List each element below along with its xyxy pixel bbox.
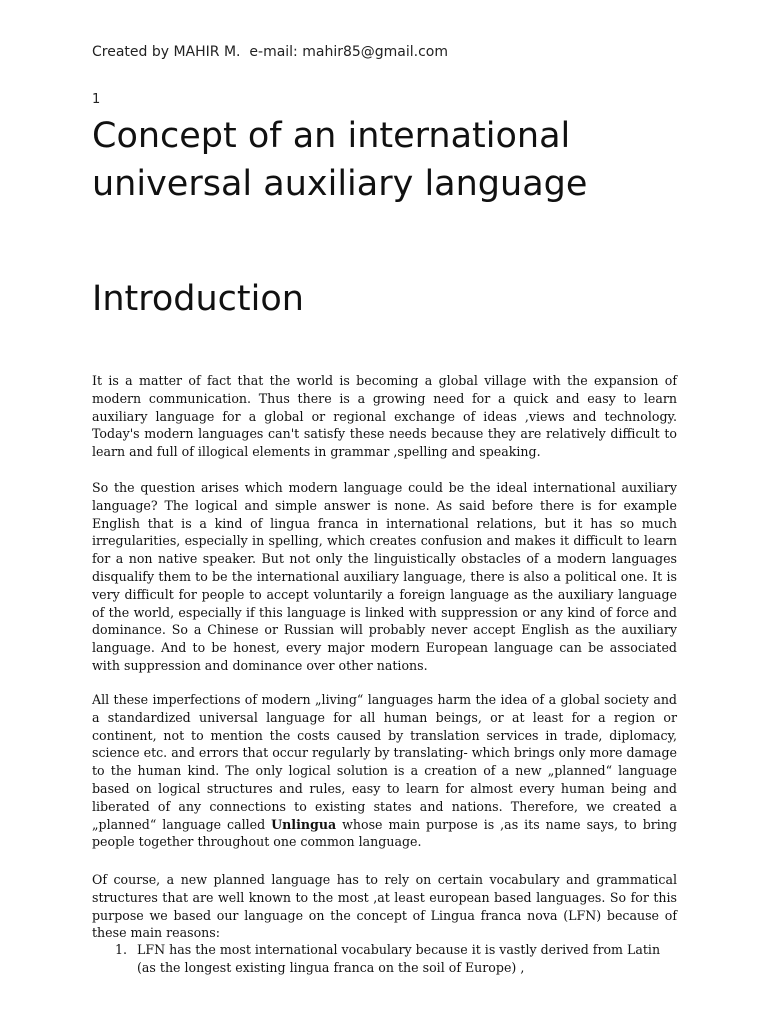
page-number: 1 [92, 92, 101, 107]
list-item [92, 941, 677, 977]
document-title: Concept of an international universal auxiliary language [92, 116, 588, 204]
paragraph-3 [92, 691, 677, 851]
paragraph-1: It is a matter of fact that the world is becoming a global village with the expansion of modern communication. Thus there is a growing need for a quick and easy to learn auxiliary language for a global or regional exchange of ideas ,views and technology. Today's modern languages can't satisfy these needs because they are relatively difficult to learn and full of illogical elements in grammar ,spelling and speaking. [92, 373, 677, 460]
list-item-number: 1. [115, 942, 128, 957]
paragraph-2: So the question arises which modern language could be the ideal international auxiliary language? The logical and simple answer is none. As said before there is for example English that is a kind of lingua franca in international relations, but it has so much irregularities, especially in spelling, which creates confusion and makes it difficult to learn for a non native speaker. But not only the linguistically obstacles of a modern languages disqualify them to be the international auxiliary language, there is also a political one. It is very difficult for people to accept voluntarily a foreign language as the auxiliary language of the world, especially if this language is linked with suppression or any kind of force and dominance. So a Chinese or Russian will probably never accept English as the auxiliary language. And to be honest, every major modern European language can be associated with suppression and dominance over other nations. [92, 480, 677, 673]
list-item-text: LFN has the most international vocabulary because it is vastly derived from Latin (as the longest existing lingua franca on the soil of Europe) , [137, 942, 661, 975]
section-heading-introduction: Introduction [92, 279, 304, 319]
paragraph-3-text-start: All these imperfections of modern „living“ languages harm the idea of a global society and a standardized universal language for all human beings, or at least for a region or continent, not to mention the costs caused by translation services in trade, diplomacy, science etc. and errors that occur regularly by translating- which brings only more damage to the human kind. The only logical solution is a creation of a new „planned“ language based on logical structures and rules, easy to learn for almost every human being and liberated of any connections to existing states and nations. Therefore, we created a „planned“ language called [92, 692, 677, 832]
document-header: Created by MAHIR M. e-mail: mahir85@gmail.com [92, 44, 449, 60]
paragraph-3-text-end: whose main purpose is ,as its name says, to bring people together throughout one common language. [92, 816, 677, 850]
reasons-list [92, 941, 677, 977]
paragraph-4: Of course, a new planned language has to rely on certain vocabulary and grammatical structures that are well known to the most ,at least european based languages. So for this purpose we based our language on the concept of Lingua franca nova (LFN) because of these main reasons: [92, 872, 677, 941]
unlingua-term: Unlingua [271, 816, 337, 832]
